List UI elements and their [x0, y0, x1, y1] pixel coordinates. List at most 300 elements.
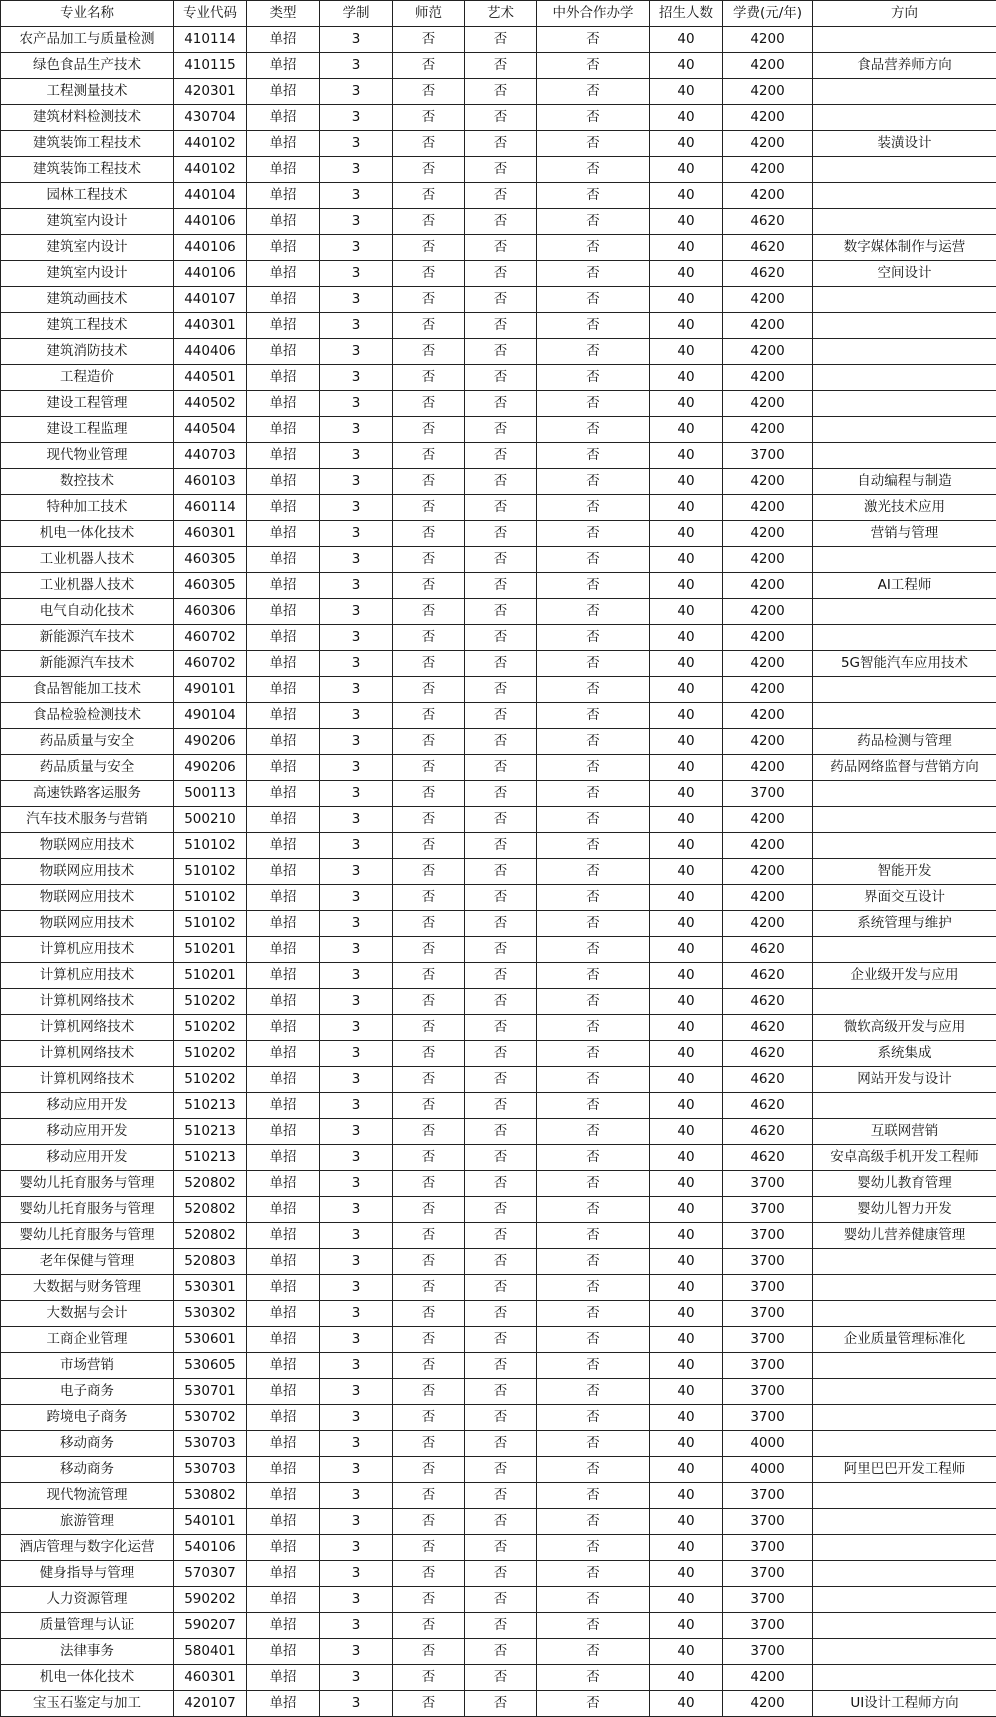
type-cell: 单招	[247, 1249, 320, 1275]
major-code-cell: 580401	[174, 1639, 247, 1665]
joint-cell: 否	[537, 79, 650, 105]
table-row	[1, 209, 996, 235]
type-cell: 单招	[247, 1145, 320, 1171]
direction-cell	[813, 1275, 996, 1301]
major-name-cell: 建筑室内设计	[1, 209, 174, 235]
table-row	[1, 1119, 996, 1145]
joint-cell: 否	[537, 443, 650, 469]
table-row	[1, 703, 996, 729]
type-cell: 单招	[247, 1665, 320, 1691]
enrollment-cell: 40	[650, 469, 723, 495]
direction-cell: 食品营养师方向	[813, 53, 996, 79]
art-cell: 否	[465, 677, 537, 703]
joint-cell: 否	[537, 1197, 650, 1223]
type-cell: 单招	[247, 1379, 320, 1405]
direction-cell	[813, 287, 996, 313]
direction-cell	[813, 1483, 996, 1509]
enrollment-cell: 40	[650, 1691, 723, 1717]
major-name-cell: 跨境电子商务	[1, 1405, 174, 1431]
joint-cell: 否	[537, 1691, 650, 1717]
tuition-cell: 3700	[723, 1483, 813, 1509]
duration-cell: 3	[320, 1301, 393, 1327]
direction-cell	[813, 1379, 996, 1405]
art-cell: 否	[465, 937, 537, 963]
major-name-cell: 旅游管理	[1, 1509, 174, 1535]
duration-cell: 3	[320, 1665, 393, 1691]
direction-cell	[813, 105, 996, 131]
tuition-cell: 4000	[723, 1457, 813, 1483]
art-cell: 否	[465, 651, 537, 677]
joint-cell: 否	[537, 287, 650, 313]
header-col-duration: 学制	[320, 1, 393, 27]
joint-cell: 否	[537, 1249, 650, 1275]
major-name-cell: 建筑室内设计	[1, 235, 174, 261]
major-code-cell: 510102	[174, 911, 247, 937]
table-row	[1, 365, 996, 391]
major-code-cell: 540106	[174, 1535, 247, 1561]
enrollment-cell: 40	[650, 1561, 723, 1587]
joint-cell: 否	[537, 183, 650, 209]
art-cell: 否	[465, 287, 537, 313]
normal-cell: 否	[393, 79, 465, 105]
major-code-cell: 440502	[174, 391, 247, 417]
art-cell: 否	[465, 1379, 537, 1405]
normal-cell: 否	[393, 1197, 465, 1223]
direction-cell	[813, 391, 996, 417]
major-code-cell: 440106	[174, 209, 247, 235]
direction-cell: 智能开发	[813, 859, 996, 885]
major-code-cell: 460702	[174, 651, 247, 677]
duration-cell: 3	[320, 313, 393, 339]
tuition-cell: 4200	[723, 79, 813, 105]
table-row	[1, 599, 996, 625]
normal-cell: 否	[393, 833, 465, 859]
major-name-cell: 绿色食品生产技术	[1, 53, 174, 79]
normal-cell: 否	[393, 989, 465, 1015]
joint-cell: 否	[537, 365, 650, 391]
direction-cell: AI工程师	[813, 573, 996, 599]
enrollment-cell: 40	[650, 1587, 723, 1613]
header-col-art: 艺术	[465, 1, 537, 27]
type-cell: 单招	[247, 27, 320, 53]
table-row	[1, 573, 996, 599]
joint-cell: 否	[537, 807, 650, 833]
normal-cell: 否	[393, 27, 465, 53]
header-col-enrollment: 招生人数	[650, 1, 723, 27]
direction-cell: 药品检测与管理	[813, 729, 996, 755]
art-cell: 否	[465, 807, 537, 833]
major-name-cell: 工业机器人技术	[1, 547, 174, 573]
joint-cell: 否	[537, 495, 650, 521]
art-cell: 否	[465, 443, 537, 469]
duration-cell: 3	[320, 261, 393, 287]
art-cell: 否	[465, 1223, 537, 1249]
table-row	[1, 1067, 996, 1093]
joint-cell: 否	[537, 1379, 650, 1405]
major-name-cell: 现代物业管理	[1, 443, 174, 469]
tuition-cell: 4200	[723, 469, 813, 495]
tuition-cell: 4620	[723, 989, 813, 1015]
table-row	[1, 1249, 996, 1275]
direction-cell: 婴幼儿智力开发	[813, 1197, 996, 1223]
table-row	[1, 27, 996, 53]
type-cell: 单招	[247, 1483, 320, 1509]
joint-cell: 否	[537, 1067, 650, 1093]
duration-cell: 3	[320, 1483, 393, 1509]
major-code-cell: 510102	[174, 885, 247, 911]
major-name-cell: 工业机器人技术	[1, 573, 174, 599]
duration-cell: 3	[320, 105, 393, 131]
major-code-cell: 440107	[174, 287, 247, 313]
major-code-cell: 510213	[174, 1145, 247, 1171]
major-code-cell: 510202	[174, 1015, 247, 1041]
major-name-cell: 食品智能加工技术	[1, 677, 174, 703]
art-cell: 否	[465, 495, 537, 521]
major-code-cell: 460103	[174, 469, 247, 495]
major-code-cell: 440406	[174, 339, 247, 365]
type-cell: 单招	[247, 885, 320, 911]
major-code-cell: 440102	[174, 131, 247, 157]
art-cell: 否	[465, 1275, 537, 1301]
enrollment-cell: 40	[650, 885, 723, 911]
duration-cell: 3	[320, 833, 393, 859]
normal-cell: 否	[393, 1145, 465, 1171]
major-name-cell: 建筑室内设计	[1, 261, 174, 287]
joint-cell: 否	[537, 677, 650, 703]
tuition-cell: 4620	[723, 1145, 813, 1171]
table-row	[1, 313, 996, 339]
art-cell: 否	[465, 183, 537, 209]
duration-cell: 3	[320, 1093, 393, 1119]
table-row	[1, 105, 996, 131]
art-cell: 否	[465, 1249, 537, 1275]
duration-cell: 3	[320, 365, 393, 391]
major-code-cell: 510213	[174, 1093, 247, 1119]
table-row	[1, 1691, 996, 1717]
type-cell: 单招	[247, 1405, 320, 1431]
tuition-cell: 4620	[723, 1093, 813, 1119]
enrollment-cell: 40	[650, 1405, 723, 1431]
duration-cell: 3	[320, 911, 393, 937]
duration-cell: 3	[320, 1405, 393, 1431]
normal-cell: 否	[393, 625, 465, 651]
normal-cell: 否	[393, 443, 465, 469]
tuition-cell: 4620	[723, 937, 813, 963]
normal-cell: 否	[393, 1119, 465, 1145]
table-row	[1, 1145, 996, 1171]
major-name-cell: 药品质量与安全	[1, 729, 174, 755]
major-name-cell: 移动应用开发	[1, 1119, 174, 1145]
enrollment-cell: 40	[650, 651, 723, 677]
normal-cell: 否	[393, 1613, 465, 1639]
major-code-cell: 510102	[174, 859, 247, 885]
type-cell: 单招	[247, 391, 320, 417]
table-row	[1, 963, 996, 989]
enrollment-cell: 40	[650, 313, 723, 339]
joint-cell: 否	[537, 53, 650, 79]
type-cell: 单招	[247, 131, 320, 157]
table-row	[1, 677, 996, 703]
major-name-cell: 高速铁路客运服务	[1, 781, 174, 807]
duration-cell: 3	[320, 521, 393, 547]
normal-cell: 否	[393, 1665, 465, 1691]
table-row	[1, 729, 996, 755]
art-cell: 否	[465, 599, 537, 625]
art-cell: 否	[465, 1613, 537, 1639]
normal-cell: 否	[393, 287, 465, 313]
header-col-type: 类型	[247, 1, 320, 27]
type-cell: 单招	[247, 287, 320, 313]
table-row	[1, 469, 996, 495]
joint-cell: 否	[537, 833, 650, 859]
tuition-cell: 3700	[723, 1249, 813, 1275]
duration-cell: 3	[320, 339, 393, 365]
enrollment-cell: 40	[650, 1301, 723, 1327]
art-cell: 否	[465, 1535, 537, 1561]
table-row	[1, 625, 996, 651]
direction-cell	[813, 1665, 996, 1691]
table-row	[1, 755, 996, 781]
duration-cell: 3	[320, 625, 393, 651]
major-name-cell: 机电一体化技术	[1, 521, 174, 547]
duration-cell: 3	[320, 1197, 393, 1223]
joint-cell: 否	[537, 1119, 650, 1145]
major-name-cell: 婴幼儿托育服务与管理	[1, 1171, 174, 1197]
table-row	[1, 1431, 996, 1457]
enrollment-cell: 40	[650, 365, 723, 391]
tuition-cell: 3700	[723, 1223, 813, 1249]
tuition-cell: 4200	[723, 391, 813, 417]
major-code-cell: 500210	[174, 807, 247, 833]
duration-cell: 3	[320, 651, 393, 677]
direction-cell	[813, 1561, 996, 1587]
tuition-cell: 3700	[723, 1639, 813, 1665]
normal-cell: 否	[393, 391, 465, 417]
table-row	[1, 1301, 996, 1327]
major-name-cell: 药品质量与安全	[1, 755, 174, 781]
enrollment-cell: 40	[650, 677, 723, 703]
art-cell: 否	[465, 1431, 537, 1457]
joint-cell: 否	[537, 1041, 650, 1067]
duration-cell: 3	[320, 183, 393, 209]
joint-cell: 否	[537, 1145, 650, 1171]
art-cell: 否	[465, 1119, 537, 1145]
table-row	[1, 1275, 996, 1301]
duration-cell: 3	[320, 963, 393, 989]
direction-cell	[813, 1639, 996, 1665]
joint-cell: 否	[537, 1405, 650, 1431]
type-cell: 单招	[247, 729, 320, 755]
joint-cell: 否	[537, 1483, 650, 1509]
header-col-joint: 中外合作办学	[537, 1, 650, 27]
type-cell: 单招	[247, 1613, 320, 1639]
major-name-cell: 计算机网络技术	[1, 1041, 174, 1067]
art-cell: 否	[465, 781, 537, 807]
direction-cell: UI设计工程师方向	[813, 1691, 996, 1717]
duration-cell: 3	[320, 1067, 393, 1093]
tuition-cell: 4200	[723, 287, 813, 313]
tuition-cell: 3700	[723, 1275, 813, 1301]
table-row	[1, 1665, 996, 1691]
art-cell: 否	[465, 573, 537, 599]
major-code-cell: 520802	[174, 1197, 247, 1223]
enrollment-cell: 40	[650, 1431, 723, 1457]
header-col-major-code: 专业代码	[174, 1, 247, 27]
type-cell: 单招	[247, 1171, 320, 1197]
enrollment-cell: 40	[650, 755, 723, 781]
major-code-cell: 430704	[174, 105, 247, 131]
major-name-cell: 健身指导与管理	[1, 1561, 174, 1587]
normal-cell: 否	[393, 521, 465, 547]
enrollment-cell: 40	[650, 157, 723, 183]
duration-cell: 3	[320, 131, 393, 157]
art-cell: 否	[465, 625, 537, 651]
joint-cell: 否	[537, 391, 650, 417]
direction-cell	[813, 1353, 996, 1379]
direction-cell: 婴幼儿营养健康管理	[813, 1223, 996, 1249]
duration-cell: 3	[320, 1275, 393, 1301]
duration-cell: 3	[320, 79, 393, 105]
art-cell: 否	[465, 131, 537, 157]
duration-cell: 3	[320, 937, 393, 963]
normal-cell: 否	[393, 599, 465, 625]
direction-cell: 数字媒体制作与运营	[813, 235, 996, 261]
art-cell: 否	[465, 1197, 537, 1223]
major-name-cell: 法律事务	[1, 1639, 174, 1665]
direction-cell	[813, 27, 996, 53]
duration-cell: 3	[320, 1379, 393, 1405]
duration-cell: 3	[320, 469, 393, 495]
enrollment-cell: 40	[650, 53, 723, 79]
major-name-cell: 婴幼儿托育服务与管理	[1, 1223, 174, 1249]
normal-cell: 否	[393, 885, 465, 911]
normal-cell: 否	[393, 365, 465, 391]
direction-cell: 药品网络监督与营销方向	[813, 755, 996, 781]
tuition-cell: 3700	[723, 781, 813, 807]
joint-cell: 否	[537, 1093, 650, 1119]
duration-cell: 3	[320, 235, 393, 261]
major-name-cell: 建筑装饰工程技术	[1, 131, 174, 157]
type-cell: 单招	[247, 1015, 320, 1041]
tuition-cell: 4200	[723, 547, 813, 573]
joint-cell: 否	[537, 27, 650, 53]
major-name-cell: 物联网应用技术	[1, 911, 174, 937]
major-code-cell: 410115	[174, 53, 247, 79]
enrollment-cell: 40	[650, 781, 723, 807]
type-cell: 单招	[247, 469, 320, 495]
direction-cell	[813, 313, 996, 339]
major-code-cell: 530802	[174, 1483, 247, 1509]
enrollment-cell: 40	[650, 287, 723, 313]
table-row	[1, 1613, 996, 1639]
joint-cell: 否	[537, 547, 650, 573]
type-cell: 单招	[247, 313, 320, 339]
major-code-cell: 530605	[174, 1353, 247, 1379]
joint-cell: 否	[537, 1015, 650, 1041]
normal-cell: 否	[393, 105, 465, 131]
table-row	[1, 391, 996, 417]
major-code-cell: 460702	[174, 625, 247, 651]
direction-cell: 5G智能汽车应用技术	[813, 651, 996, 677]
art-cell: 否	[465, 1483, 537, 1509]
joint-cell: 否	[537, 573, 650, 599]
type-cell: 单招	[247, 1639, 320, 1665]
type-cell: 单招	[247, 807, 320, 833]
normal-cell: 否	[393, 1587, 465, 1613]
tuition-cell: 4200	[723, 677, 813, 703]
direction-cell	[813, 703, 996, 729]
major-code-cell: 530301	[174, 1275, 247, 1301]
table-row	[1, 1457, 996, 1483]
duration-cell: 3	[320, 287, 393, 313]
duration-cell: 3	[320, 1561, 393, 1587]
enrollment-cell: 40	[650, 599, 723, 625]
type-cell: 单招	[247, 261, 320, 287]
art-cell: 否	[465, 339, 537, 365]
major-code-cell: 510201	[174, 963, 247, 989]
art-cell: 否	[465, 703, 537, 729]
major-code-cell: 440703	[174, 443, 247, 469]
joint-cell: 否	[537, 209, 650, 235]
duration-cell: 3	[320, 989, 393, 1015]
major-code-cell: 440102	[174, 157, 247, 183]
normal-cell: 否	[393, 1509, 465, 1535]
joint-cell: 否	[537, 1639, 650, 1665]
direction-cell: 阿里巴巴开发工程师	[813, 1457, 996, 1483]
tuition-cell: 4200	[723, 157, 813, 183]
direction-cell: 空间设计	[813, 261, 996, 287]
type-cell: 单招	[247, 781, 320, 807]
type-cell: 单招	[247, 937, 320, 963]
enrollment-cell: 40	[650, 1197, 723, 1223]
tuition-cell: 3700	[723, 1509, 813, 1535]
major-name-cell: 移动商务	[1, 1431, 174, 1457]
enrollment-cell: 40	[650, 131, 723, 157]
joint-cell: 否	[537, 1665, 650, 1691]
major-name-cell: 老年保健与管理	[1, 1249, 174, 1275]
duration-cell: 3	[320, 1145, 393, 1171]
duration-cell: 3	[320, 1249, 393, 1275]
table-row	[1, 417, 996, 443]
joint-cell: 否	[537, 1509, 650, 1535]
tuition-cell: 4200	[723, 833, 813, 859]
major-name-cell: 工商企业管理	[1, 1327, 174, 1353]
table-row	[1, 781, 996, 807]
enrollment-cell: 40	[650, 1509, 723, 1535]
table-row	[1, 443, 996, 469]
enrollment-cell: 40	[650, 1093, 723, 1119]
duration-cell: 3	[320, 443, 393, 469]
art-cell: 否	[465, 521, 537, 547]
enrollment-cell: 40	[650, 1275, 723, 1301]
major-name-cell: 建筑装饰工程技术	[1, 157, 174, 183]
tuition-cell: 4200	[723, 807, 813, 833]
enrollment-cell: 40	[650, 235, 723, 261]
major-name-cell: 宝玉石鉴定与加工	[1, 1691, 174, 1717]
major-code-cell: 460301	[174, 1665, 247, 1691]
art-cell: 否	[465, 989, 537, 1015]
normal-cell: 否	[393, 1431, 465, 1457]
enrollment-cell: 40	[650, 729, 723, 755]
tuition-cell: 4200	[723, 703, 813, 729]
enrollment-cell: 40	[650, 911, 723, 937]
tuition-cell: 4200	[723, 313, 813, 339]
direction-cell	[813, 1301, 996, 1327]
tuition-cell: 4200	[723, 495, 813, 521]
duration-cell: 3	[320, 1119, 393, 1145]
table-row	[1, 131, 996, 157]
direction-cell	[813, 1093, 996, 1119]
